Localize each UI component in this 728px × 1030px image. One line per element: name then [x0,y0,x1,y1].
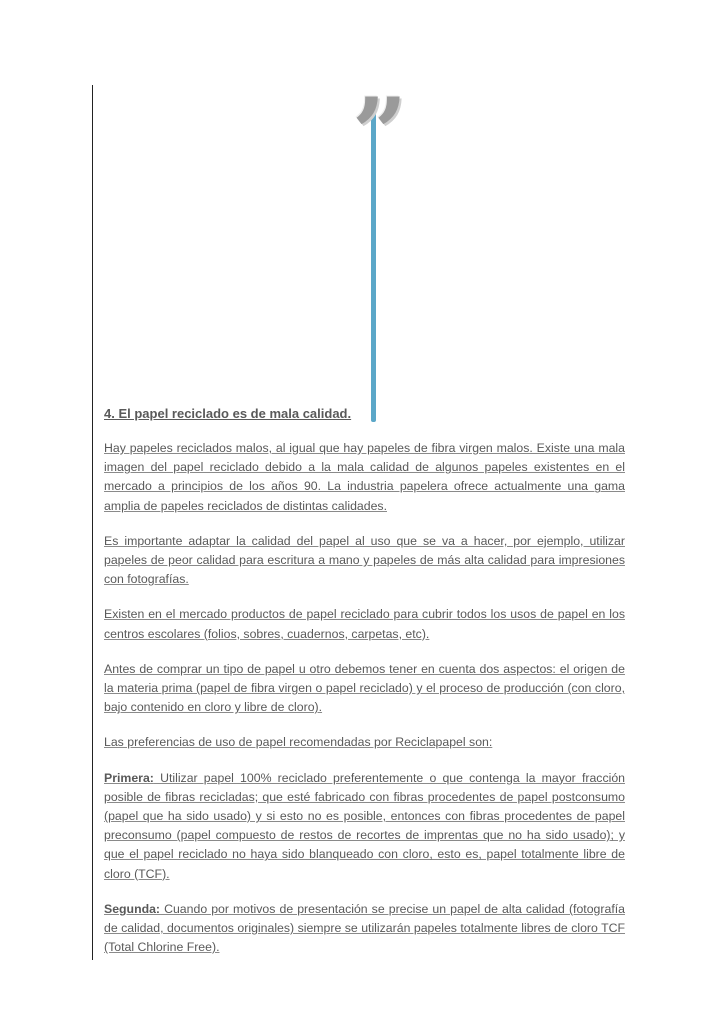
preference-label: Segunda: [104,901,161,916]
preference-label: Primera: [104,770,154,785]
document-body [104,404,625,957]
paragraph: Hay papeles reciclados malos, al igual que hay papeles de fibra virgen malos. Existe una mala imagen del papel reciclado debido a la mala calidad de algunos papeles existentes en el mercado a principios de los años 90. La industria papelera ofrece actualmente una gama amplia de papeles reciclados de distintas calidades. [104,441,625,513]
preference-first [104,769,625,884]
left-margin-rule [92,85,93,960]
section-heading: 4. El papel reciclado es de mala calidad. [104,406,352,421]
paragraph: Existen en el mercado productos de papel reciclado para cubrir todos los usos de papel en los centros escolares (folios, sobres, cuadernos, carpetas, etc). [104,607,625,641]
paragraph: Es importante adaptar la calidad del papel al uso que se va a hacer, por ejemplo, utilizar papeles de peor calidad para escritura a mano y papeles de más alta calidad para impresiones con fotografías. [104,533,625,587]
closing-quote-icon: ” [352,77,402,190]
preference-text: Utilizar papel 100% reciclado preferentemente o que contenga la mayor fracción posible de fibras recicladas; que esté fabricado con fibras procedentes de papel postconsumo (papel que ha sido usado) y si esto no es posible, entonces con fibras procedentes de papel preconsumo (papel compuesto de restos de recortes de imprentas que no ha sido usado); y que el papel reciclado no haya sido blanqueado con cloro, esto es, papel totalmente libre de cloro (TCF). [104,770,625,881]
preference-second [104,900,625,958]
preference-text: Cuando por motivos de presentación se precise un papel de alta calidad (fotografía de calidad, documentos originales) siempre se utilizarán papeles totalmente libres de cloro TCF (Total Chlorine Free). [104,901,625,955]
paragraph: Antes de comprar un tipo de papel u otro debemos tener en cuenta dos aspectos: el origen de la materia prima (papel de fibra virgen o papel reciclado) y el proceso de producción (con cloro, bajo contenido en cloro y libre de cloro). [104,661,625,715]
paragraph: Las preferencias de uso de papel recomendadas por Reciclapapel son: [104,735,493,750]
